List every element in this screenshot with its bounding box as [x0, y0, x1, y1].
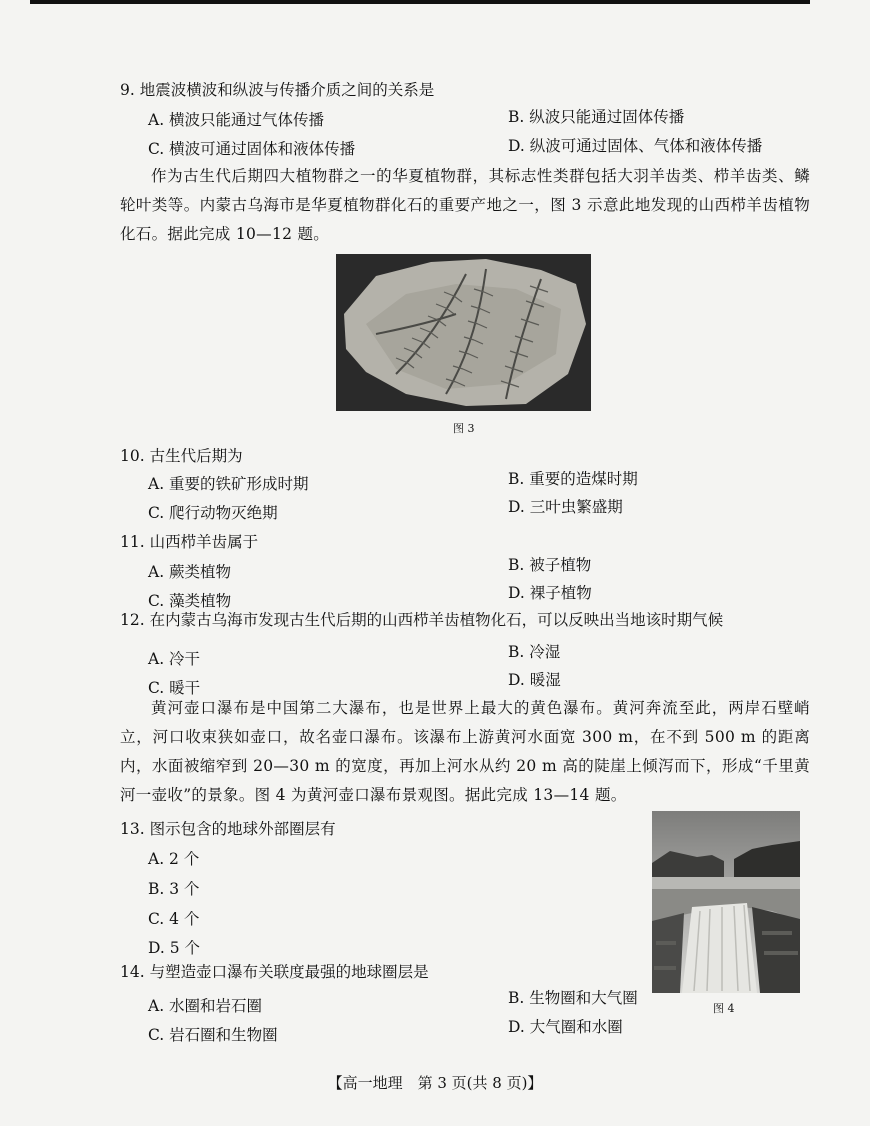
- q14-option-a: A. 水圈和岩石圈: [148, 997, 263, 1015]
- q11-stem: 11. 山西栉羊齿属于: [120, 533, 259, 551]
- q13-option-b: B. 3 个: [148, 880, 200, 898]
- q10-option-b: B. 重要的造煤时期: [508, 470, 638, 488]
- fern-fossil-image: [336, 254, 591, 411]
- waterfall-photo: [652, 811, 800, 993]
- q12-option-d: D. 暖湿: [508, 671, 561, 689]
- q10-option-d: D. 三叶虫繁盛期: [508, 498, 623, 516]
- q9-option-b: B. 纵波只能通过固体传播: [508, 108, 685, 126]
- q12-stem: 12. 在内蒙古乌海市发现古生代后期的山西栉羊齿植物化石，可以反映出当地该时期气候: [120, 611, 724, 629]
- q12-option-b: B. 冷湿: [508, 643, 561, 661]
- q14-option-b: B. 生物圈和大气圈: [508, 989, 638, 1007]
- q14-option-c: C. 岩石圈和生物圈: [148, 1026, 278, 1044]
- fig3-caption: 图 3: [453, 422, 475, 435]
- q9-stem: 9. 地震波横波和纵波与传播介质之间的关系是: [120, 81, 435, 99]
- passage-fossil: 作为古生代后期四大植物群之一的华夏植物群，其标志性类群包括大羽羊齿类、栉羊齿类、鳞轮叶类等。内蒙古乌海市是华夏植物群化石的重要产地之一，图 3 示意此地发现的山西栉羊齿植物化石。据此完成 10—12 题。: [120, 167, 810, 243]
- q9-option-d: D. 纵波可通过固体、气体和液体传播: [508, 137, 763, 155]
- q10-stem: 10. 古生代后期为: [120, 447, 243, 465]
- q9-option-c: C. 横波可通过固体和液体传播: [148, 140, 356, 158]
- page-footer: 【高一地理 第 3 页(共 8 页)】: [327, 1074, 543, 1092]
- passage-waterfall: 黄河壶口瀑布是中国第二大瀑布，也是世界上最大的黄色瀑布。黄河奔流至此，两岸石壁峭立，河口收束狭如壶口，故名壶口瀑布。该瀑布上游黄河水面宽 300 m，在不到 500 m 的距离内，水面被缩窄到 20—30 m 的宽度，再加上河水从约 20 m 高的陡崖上倾泻而下，形成“千里黄河一壶收”的景象。图 4 为黄河壶口瀑布景观图。据此完成 13—14 题。: [120, 699, 810, 804]
- q10-option-a: A. 重要的铁矿形成时期: [148, 475, 309, 493]
- waterfall-image: [652, 811, 800, 993]
- q14-option-d: D. 大气圈和水圈: [508, 1018, 623, 1036]
- top-border: [30, 0, 810, 4]
- q9-option-a: A. 横波只能通过气体传播: [148, 111, 325, 129]
- q12-option-c: C. 暖干: [148, 679, 201, 697]
- q12-option-a: A. 冷干: [148, 650, 201, 668]
- fig4-caption: 图 4: [713, 1002, 735, 1015]
- q13-option-c: C. 4 个: [148, 910, 200, 928]
- q13-option-a: A. 2 个: [148, 850, 200, 868]
- q11-option-d: D. 裸子植物: [508, 584, 592, 602]
- q13-option-d: D. 5 个: [148, 939, 201, 957]
- q14-stem: 14. 与塑造壶口瀑布关联度最强的地球圈层是: [120, 963, 429, 981]
- q11-option-c: C. 藻类植物: [148, 592, 232, 610]
- q11-option-b: B. 被子植物: [508, 556, 592, 574]
- q10-option-c: C. 爬行动物灭绝期: [148, 504, 278, 522]
- q13-stem: 13. 图示包含的地球外部圈层有: [120, 820, 336, 838]
- fossil-photo: [336, 254, 591, 411]
- q11-option-a: A. 蕨类植物: [148, 563, 232, 581]
